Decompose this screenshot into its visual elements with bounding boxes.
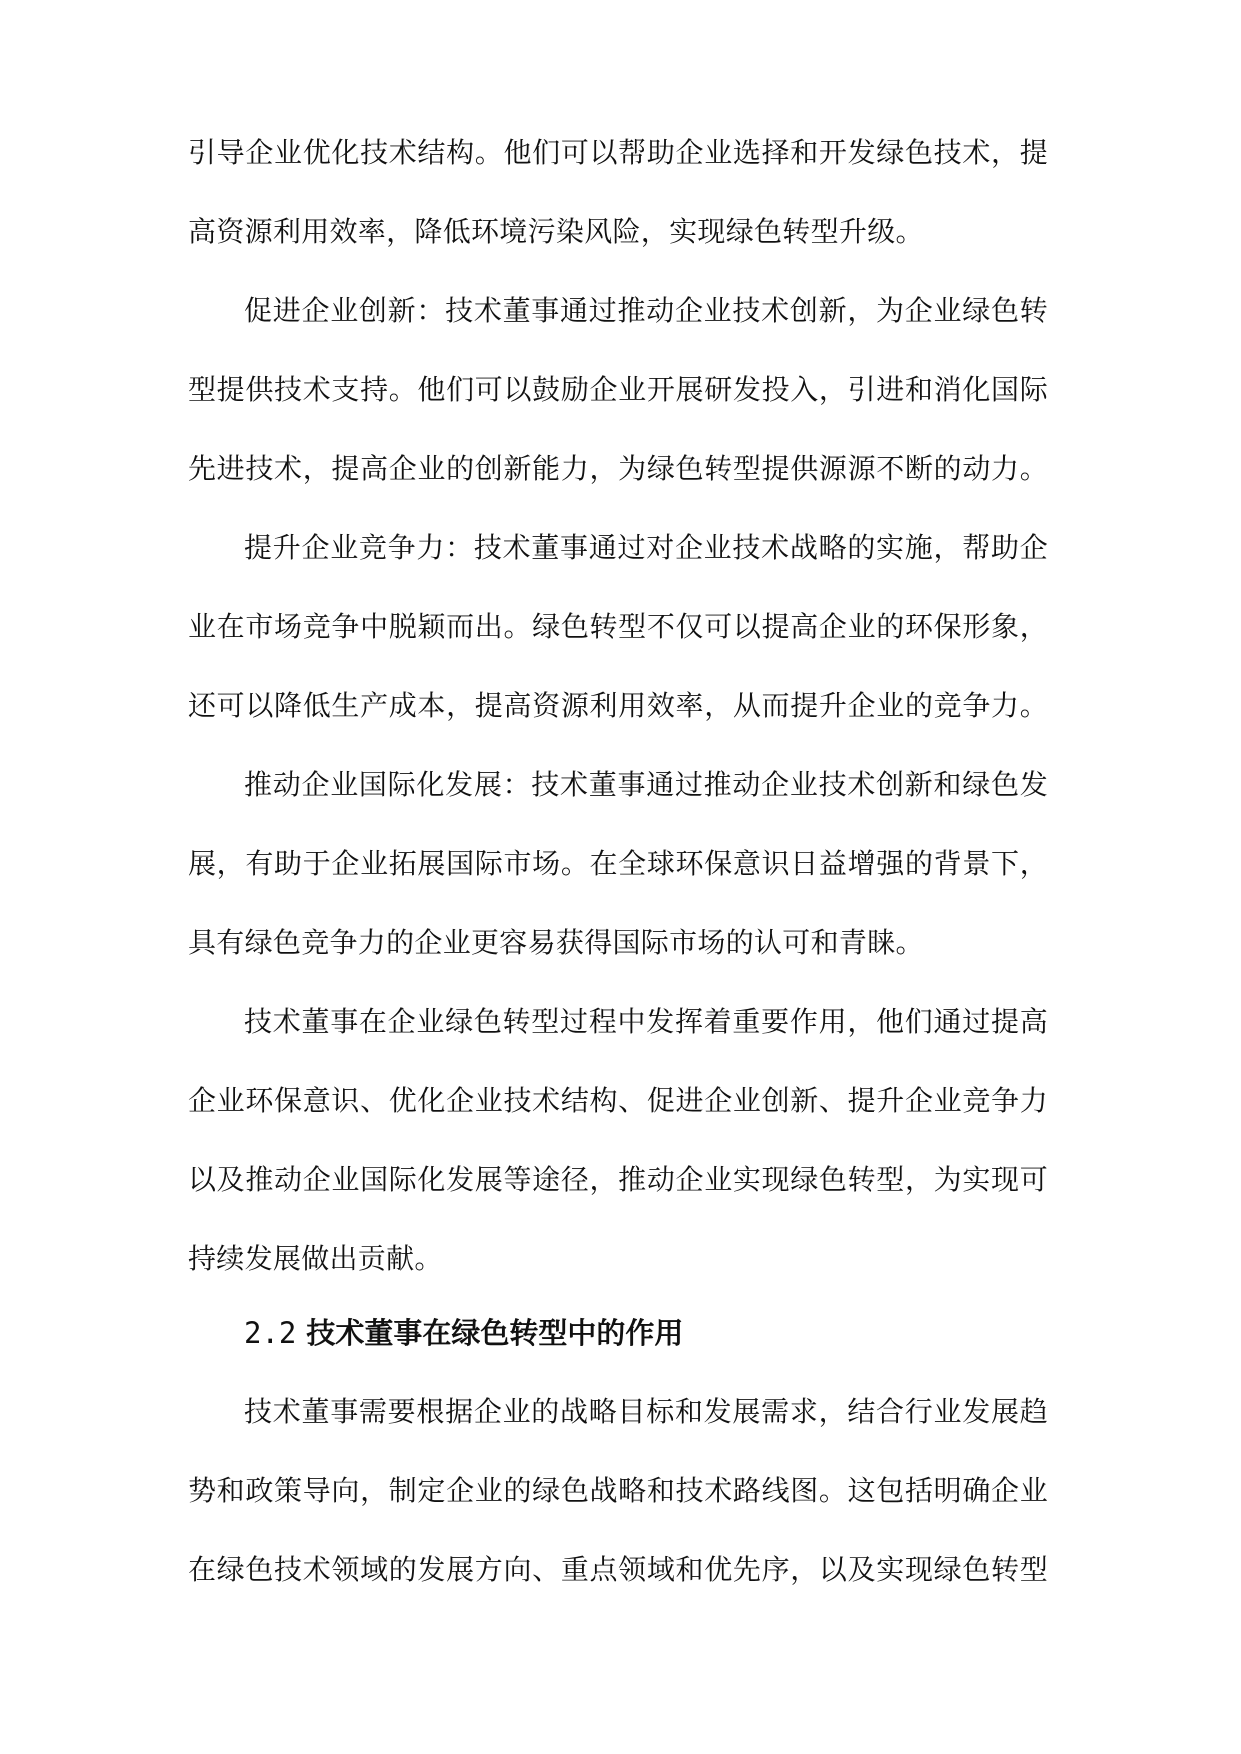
text-line: 以及推动企业国际化发展等途径，推动企业实现绿色转型，为实现可 bbox=[188, 1163, 1048, 1196]
paragraph-first-line: 促进企业创新：技术董事通过推动企业技术创新，为企业绿色转 bbox=[244, 294, 1048, 327]
paragraph-first-line: 技术董事需要根据企业的战略目标和发展需求，结合行业发展趋 bbox=[244, 1395, 1048, 1428]
section-title: 技术董事在绿色转型中的作用 bbox=[306, 1316, 684, 1350]
text-line: 型提供技术支持。他们可以鼓励企业开展研发投入，引进和消化国际 bbox=[188, 373, 1048, 406]
paragraph-first-line: 技术董事在企业绿色转型过程中发挥着重要作用，他们通过提高 bbox=[244, 1005, 1048, 1038]
text-line: 业在市场竞争中脱颖而出。绿色转型不仅可以提高企业的环保形象， bbox=[188, 610, 1048, 643]
paragraph-first-line: 推动企业国际化发展：技术董事通过推动企业技术创新和绿色发 bbox=[244, 768, 1048, 801]
text-line: 持续发展做出贡献。 bbox=[188, 1242, 443, 1275]
paragraph-first-line: 提升企业竞争力：技术董事通过对企业技术战略的实施，帮助企 bbox=[244, 531, 1048, 564]
text-line: 势和政策导向，制定企业的绿色战略和技术路线图。这包括明确企业 bbox=[188, 1474, 1048, 1507]
text-line: 展，有助于企业拓展国际市场。在全球环保意识日益增强的背景下， bbox=[188, 847, 1048, 880]
text-line: 先进技术，提高企业的创新能力，为绿色转型提供源源不断的动力。 bbox=[188, 452, 1048, 485]
text-line: 高资源利用效率，降低环境污染风险，实现绿色转型升级。 bbox=[188, 215, 924, 248]
text-line: 具有绿色竞争力的企业更容易获得国际市场的认可和青睐。 bbox=[188, 926, 924, 959]
text-line: 企业环保意识、优化企业技术结构、促进企业创新、提升企业竞争力 bbox=[188, 1084, 1048, 1117]
section-heading bbox=[244, 1313, 683, 1353]
section-number: 2.2 bbox=[244, 1316, 297, 1350]
text-line: 引导企业优化技术结构。他们可以帮助企业选择和开发绿色技术，提 bbox=[188, 136, 1048, 169]
text-line: 在绿色技术领域的发展方向、重点领域和优先序，以及实现绿色转型 bbox=[188, 1553, 1048, 1586]
text-line: 还可以降低生产成本，提高资源利用效率，从而提升企业的竞争力。 bbox=[188, 689, 1048, 722]
